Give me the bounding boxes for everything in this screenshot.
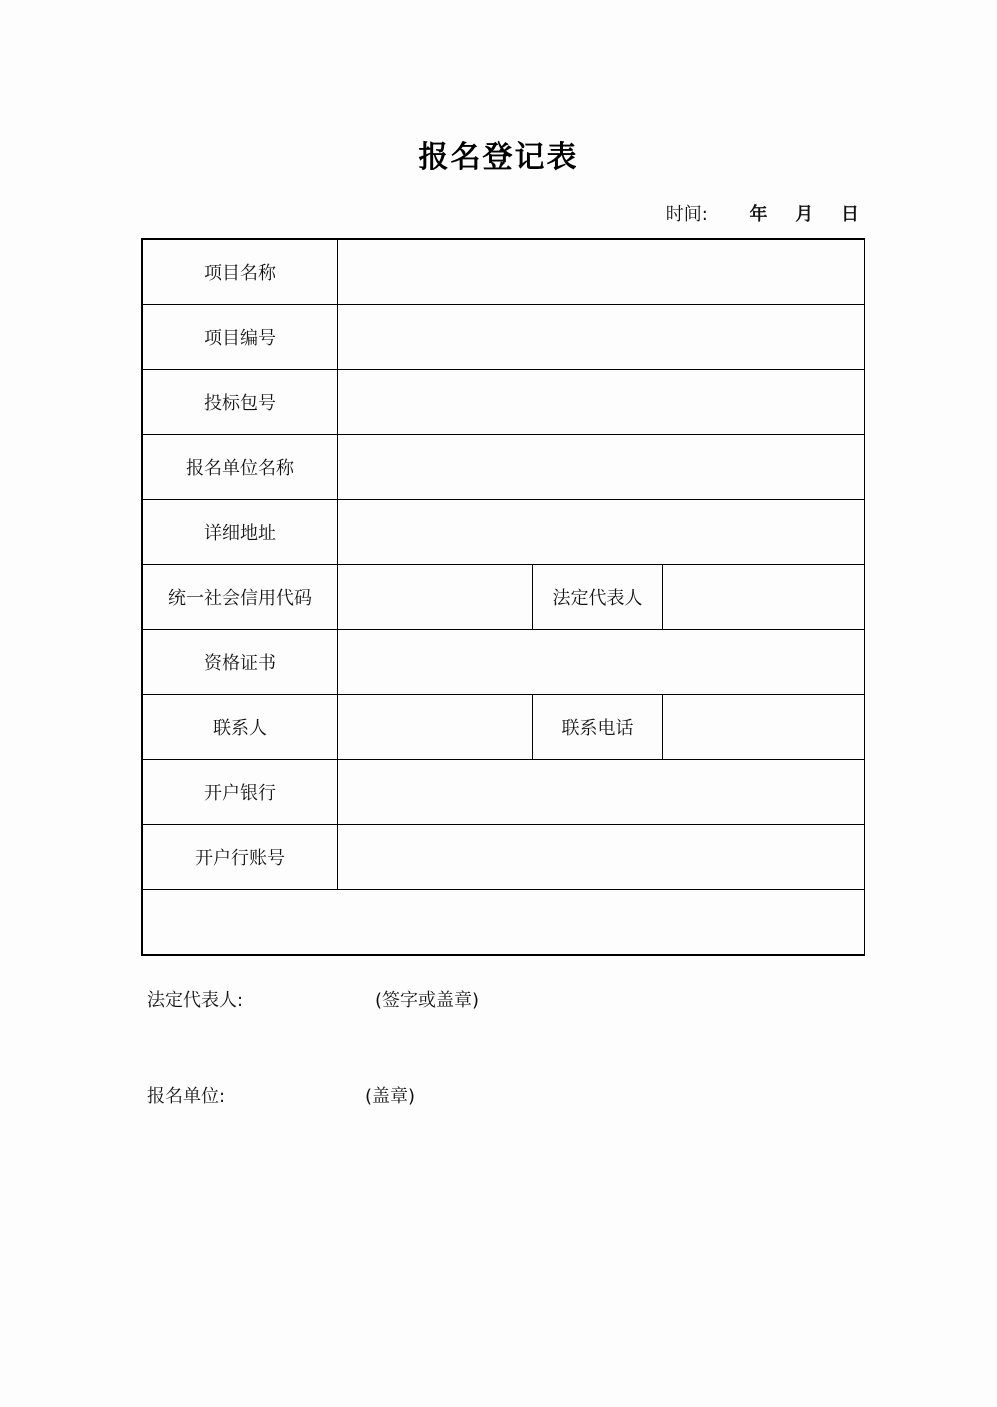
project-name-label: 项目名称 [143, 240, 338, 305]
unit-sign-note: (盖章) [365, 1086, 416, 1107]
month-unit: 月 [795, 204, 814, 225]
phone-label: 联系电话 [533, 695, 663, 760]
table-row [143, 240, 865, 305]
contact-label: 联系人 [143, 695, 338, 760]
date-line [666, 200, 859, 226]
table-row [143, 435, 865, 500]
table-row [143, 760, 865, 825]
bank-field[interactable] [338, 760, 865, 825]
signature-row [143, 890, 865, 955]
legal-rep-field[interactable] [663, 565, 865, 630]
table-row [143, 825, 865, 890]
applicant-name-label: 报名单位名称 [143, 435, 338, 500]
day-unit: 日 [841, 204, 859, 225]
project-name-field[interactable] [338, 240, 865, 305]
year-unit: 年 [749, 204, 768, 225]
registration-table [142, 239, 865, 1107]
account-label: 开户行账号 [143, 825, 338, 890]
registration-form [141, 238, 865, 1107]
unit-sign-label: 报名单位: [147, 1086, 226, 1107]
signature-area[interactable] [143, 890, 865, 1107]
qualification-label: 资格证书 [143, 630, 338, 695]
legal-rep-sign-line [147, 986, 480, 1012]
table-row [143, 565, 865, 630]
table-row [143, 500, 865, 565]
bid-package-field[interactable] [338, 370, 865, 435]
qualification-field[interactable] [338, 630, 865, 695]
applicant-name-field[interactable] [338, 435, 865, 500]
table-row [143, 695, 865, 760]
project-number-field[interactable] [338, 305, 865, 370]
legal-rep-label: 法定代表人 [533, 565, 663, 630]
address-label: 详细地址 [143, 500, 338, 565]
bid-package-label: 投标包号 [143, 370, 338, 435]
unit-sign-line [147, 1082, 416, 1108]
date-label: 时间: [665, 204, 708, 225]
legal-rep-sign-note: (签字或盖章) [375, 990, 480, 1011]
project-number-label: 项目编号 [143, 305, 338, 370]
table-row [143, 630, 865, 695]
phone-field[interactable] [663, 695, 865, 760]
table-row [143, 370, 865, 435]
legal-rep-sign-label: 法定代表人: [147, 990, 244, 1011]
table-row [143, 305, 865, 370]
address-field[interactable] [338, 500, 865, 565]
bank-label: 开户银行 [143, 760, 338, 825]
contact-field[interactable] [338, 695, 533, 760]
credit-code-field[interactable] [338, 565, 533, 630]
account-field[interactable] [338, 825, 865, 890]
credit-code-label: 统一社会信用代码 [143, 565, 338, 630]
page-title: 报名登记表 [418, 140, 579, 175]
